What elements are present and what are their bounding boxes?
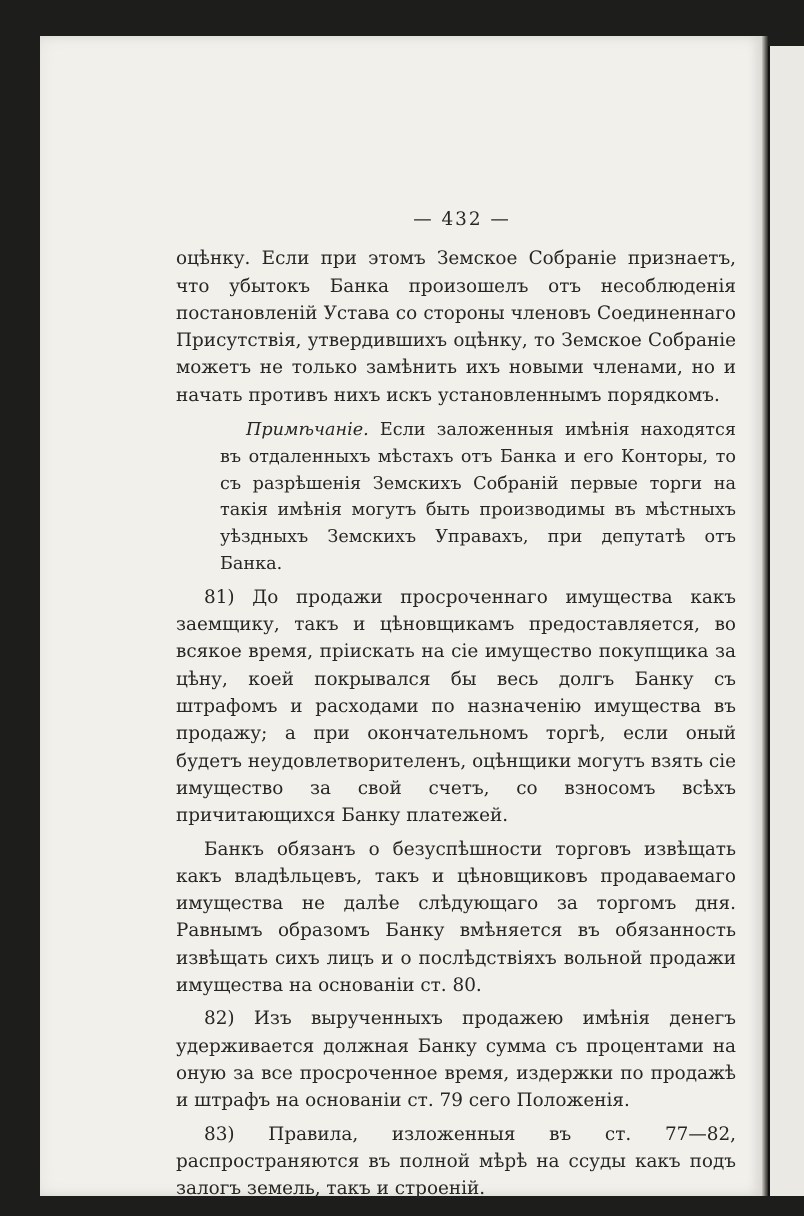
note-text: Если заложенныя имѣнія находятся въ отдаленныхъ мѣстахъ отъ Банка и его Конторы, то съ разрѣшенія Земскихъ Собраній первые торги на такія имѣнія могутъ быть производимы въ мѣстныхъ уѣздныхъ Земскихъ Управахъ, при депутатѣ отъ Банка. [220,420,736,575]
article-83: 83) Правила, изложенныя въ ст. 77—82, распространяются въ полной мѣрѣ на ссуды какъ подъ залогъ земель, такъ и строеній. [176,1123,736,1200]
page-number: — 432 — [413,209,511,230]
article-81: 81) До продажи просроченнаго имущества какъ заемщику, такъ и цѣновщикамъ предоставляется, во всякое время, пріискать на сіе имущество покупщика за цѣну, коей покрывался бы весь долгъ Банку съ штрафомъ и расходами по назначенію имущества въ продажу; а при окончательномъ торгѣ, если оный будетъ неудовлетворителенъ, оцѣнщики могутъ взять сіе имущество за свой счетъ, со взносомъ всѣхъ причитающихся Банку платежей. [176,586,736,827]
article-82: 82) Изъ вырученныхъ продажею имѣнія денегъ удерживается должная Банку сумма съ процентами на оную за все просроченное время, издержки по продажѣ и штрафъ на основаніи ст. 79 сего Положенія. [176,1008,736,1112]
book-page [40,36,762,1200]
paragraph-bank-notice: Банкъ обязанъ о безуспѣшности торговъ извѣщать какъ владѣльцевъ, такъ и цѣновщиковъ продаваемаго имущества не далѣе слѣдующаго за торгомъ дня. Равнымъ образомъ Банку вмѣняется въ обязанность извѣщать сихъ лицъ и о послѣдствіяхъ вольной продажи имущества на основаніи ст. 80. [176,838,736,997]
page-text-block [176,206,736,1202]
facing-page-edge [768,46,804,1196]
paragraph-continuation: оцѣнку. Если при этомъ Земское Собраніе признаетъ, что убытокъ Банка произошелъ отъ несоблюденія постановленій Устава со стороны членовъ Соединеннаго Присутствія, утвердившихъ оцѣнку, то Земское Собраніе можетъ не только замѣнить ихъ новыми членами, но и начать противъ нихъ искъ установленнымъ порядкомъ. [176,248,736,406]
note-label: Примѣчаніе. [246,420,369,441]
footnote-remark [220,417,736,578]
